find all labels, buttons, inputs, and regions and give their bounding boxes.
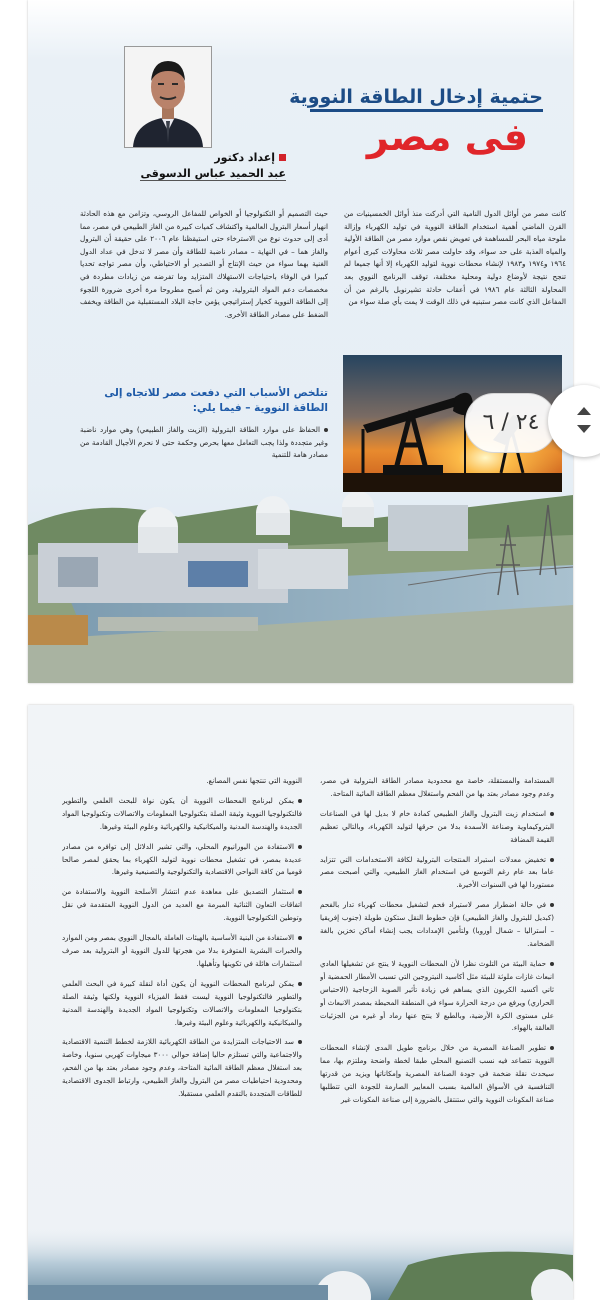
list-item [320, 808, 554, 847]
bullet-icon [550, 858, 554, 862]
list-item [62, 1036, 302, 1101]
list-item-text: يمكن لبرنامج المحطات النووية أن يكون نواة للبحث العلمي والتطوير فالتكنولوجيا النووية وثيقة الصلة بتكنولوجيا المعلومات والاتصالات وتكنولوجيا المواد الجديدة والهندسة المدنية والميكانيكية والكهربائية وعلوم البيئة وغيرها. [62, 795, 302, 831]
list-item-text: سد الاحتياجات المتزايدة من الطاقة الكهربائية اللازمة لخطط التنمية الاقتصادية والاجتماعية والتي تستلزم حاليا إضافة حوالي ٣٠٠٠ ميجاوات كهربي سنويا، وخاصة بعد استغلال معظم الطاقة المائية المتاحة، وعدم وجود مصادر بعتد بها من الفحم، ومحدودية احتياطيات مصر من البترول والغاز الطبيعي، وارتباط الجدوى الاقتصادية للطاقات المتجددة بالتقدم العلمي مستقبلا. [62, 1037, 302, 1099]
page2-right-column [320, 775, 554, 1220]
nuclear-plant-photo [28, 465, 573, 683]
bullet-icon [550, 962, 554, 966]
author-byline [116, 150, 286, 182]
magazine-page-1 [28, 0, 573, 683]
list-item [62, 795, 302, 834]
list-item [62, 886, 302, 925]
magazine-page-2 [28, 705, 573, 1300]
bullet-icon [298, 799, 302, 803]
list-item-text: استثمار التصديق على معاهدة عدم انتشار الأسلحة النووية والاستفادة من اتفاقات التعاون الثنائية المبرمة مع العديد من الدول النووية المتقدمة في نقل وتوطين التكنولوجيا النووية. [62, 887, 302, 923]
arrow-up-icon[interactable] [577, 407, 591, 415]
bullet-icon [550, 903, 554, 907]
intro-text: كانت مصر من أوائل الدول النامية التي أدركت منذ أوائل الخمسينيات من القرن الماضي أهمية استخدام الطاقة النووية في توليد الكهرباء وإزالة ملوحة مياه البحر للمساهمة في تعويض نقص موارد مصر من الطاقة الأولية والمياه العذبة على حد سواء، وقد حاولت مصر ثلاث محاولات كبرى أعوام ١٩٦٤ و١٩٧٤ و١٩٨٣ لإنشاء محطات نووية لتوليد الكهرباء إلا أنها جميعا لم تنجح نتيجة لأوضاع دولية ومحلية مختلفة، توقف البرنامج النووي بعد المحاولة الثالثة عام ١٩٨٦ في أعقاب حادثة تشيرنوبل بالرغم من أن المفاعل الذي كانت مصر ستبنيه في ذلك الوقت لا يمت بأي صلة سواء من [344, 209, 566, 307]
title-divider [310, 109, 543, 112]
list-item-text: حماية البيئة من التلوث نظرا لأن المحطات النووية لا ينتج عن تشغيلها العادي انبعاث غازات ملوثة للبيئة مثل أكاسيد النيتروجين التي تسبب الأمطار الحمضية أو ثاني أكسيد الكربون الذي يساهم في زيادة تأثير الصوبة الزجاجية (الاحتباس الحراري) ويرفع من درجة الحرارة سواء في المنطقة المحيطة بمصدر الانبعاث أو على مستوى الكرة الأرضية، وبالطبع لا ينتج عنها رماد أو غيره من الجزئيات العالقة بالهواء. [320, 958, 554, 1033]
nuclear-plant-strip-photo [28, 1225, 573, 1300]
byline-label: إعداد دكتور [214, 151, 275, 164]
author-photo [124, 46, 212, 148]
byline-marker-icon [279, 154, 286, 161]
list-item [62, 932, 302, 971]
bullet-icon [298, 982, 302, 986]
intro-paragraph [344, 208, 566, 350]
list-item: النووية التي تنتجها نفس المصانع. [206, 776, 302, 785]
list-item [320, 958, 554, 1035]
list-item [320, 1042, 554, 1107]
list-item-text: الاستفادة من اليورانيوم المحلي، والتي تشير الدلائل إلى توافره من مصادر عديدة بمصر، في تشغيل محطات نووية لتوليد الكهرباء بما يحقق لمصر صالحا قوميا من كافة النواحي الاقتصادية والتكنولوجية والتصنيعية وغيرها. [62, 841, 302, 877]
list-item: المستدامة والمستقلة، خاصة مع محدودية مصادر الطاقة البترولية في مصر، وعدم وجود مصادر بعتد بها من الفحم واستغلال معظم الطاقة المائية المتاحة. [320, 776, 554, 798]
bullet-icon [324, 428, 328, 432]
reason-bullet-1 [80, 424, 328, 462]
continued-text: حيث التصميم أو التكنولوجيا أو الخواص للمفاعل الروسي، وتزامن مع هذه الحادثة انهيار أسعار البترول العالمية واكتشاف كميات كبيرة من الغاز الطبيعي في مصر، مما أدى إلى حدوث نوع من الاسترخاء حتى استيقظنا عام ٢٠٠٦ على حقيقة أن البترول والغاز هما – في النهاية – مصادر ناضبة للطاقة وأن مصر لا تدخل في عداد الدول الغنية بهما سواء من حيث الإنتاج أو التصدير أو الاحتياطي، وأن مصر تواجه تحديا كبيرا في الوفاء باحتياجات الاستهلاك المتزايد وما تفرضه من زيادات مطردة في مخصصات دعم المواد البترولية، ومن ثم أصبح مطروحا مرة أخرى ضرورة اللجوء إلى الطاقة النووية كخيار إستراتيجي يؤمن حاجة البلاد المستقبلية من الطاقة ويخفف الضغط على مصادر الطاقة الأخرى. [80, 209, 328, 319]
article-title-line1: حتمية إدخال الطاقة النووية [289, 86, 543, 108]
author-name: عبد الحميد عباس الدسوقى [140, 167, 286, 180]
list-item [62, 978, 302, 1030]
list-item-text: الاستفادة من البنية الأساسية بالهيئات العاملة بالمجال النووي بمصر ومن الموارد والخبرات البشرية المتوفرة بدلا من هجرتها للدول النووية أو البترولية بعد صرف استثمارات هائلة في تكوينها وتأهيلها. [62, 933, 302, 968]
list-item-text: استخدام زيت البترول والغاز الطبيعي كمادة خام لا بديل لها في الصناعات البتروكيماوية وصناعة الأسمدة بدلا من حرقها لتوليد الكهرباء، وبالتالي تعظيم القيمة المضافة [320, 808, 554, 844]
bullet-icon [550, 812, 554, 816]
bullet-icon [550, 1046, 554, 1050]
list-item-text: تخفيض معدلات استيراد المنتجات البترولية لكافة الاستخدامات التي تتزايد عاما بعد عام رغم التوسع في استخدام الغاز الطبيعي، والتي أصبحت مصر مستوردا لها في السنوات الأخيرة. [320, 854, 554, 890]
reason-bullet-1-text: الحفاظ على موارد الطاقة البترولية (الزيت والغاز الطبيعي) وهي موارد ناضبة وغير متجددة ولذا يجب التعامل معها بحرص وحكمة حتى لا نحرم الأجيال القادمة من مصادر هامة للتنمية [80, 425, 328, 460]
bullet-icon [298, 936, 302, 940]
article-title-line2: فى مصر [366, 115, 528, 159]
page-indicator: ٢٤ / ٦ [465, 393, 557, 453]
list-item-text: تطوير الصناعة المصرية من خلال برنامج طويل المدى لإنشاء المحطات النووية تتصاعد فيه نسب التصنيع المحلي طبقا لخطة واضحة وملتزم بها، مما سيحدث نقلة ضخمة في جودة الصناعة المصرية وإمكاناتها ويزيد من قدرتها التنافسية في الأسواق العالمية بسبب المعايير الصارمة للجودة التي تتطلبها صناعة المكونات النووية والتي ستنتقل بالضرورة إلى صناعة المكونات غير [320, 1043, 554, 1104]
list-item [320, 899, 554, 951]
bullet-icon [298, 1040, 302, 1044]
list-item [62, 841, 302, 880]
arrow-down-icon[interactable] [577, 425, 591, 433]
list-item-text: يمكن لبرنامج المحطات النووية أن يكون أداة لنقلة كبيرة في البحث العلمي والتطوير فالتكنولوجيا النووية ليست فقط الفيزياء النووية ولكنها وثيقة الصلة بتكنولوجيا المعلومات والاتصالات وتكنولوجيا المواد الجديدة والهندسة المدنية والميكانيكية والكهربائية وعلوم البيئة وغيرها. [62, 978, 302, 1027]
continued-paragraph [80, 208, 328, 384]
page2-left-column [62, 775, 302, 1220]
bullet-icon [298, 890, 302, 894]
reasons-subheading: تتلخص الأسباب التي دفعت مصر للاتجاه إلى الطاقة النووية – فيما يلي: [104, 387, 328, 414]
bullet-icon [298, 845, 302, 849]
list-item-text: في حالة اضطرار مصر لاستيراد فحم لتشغيل محطات كهرباء تدار بالفحم (كبديل للبترول والغاز الطبيعي) فإن خطوط النقل ستكون طويلة (جنوب إفريقيا – أستراليا – شمال أوروبا) ولتأمين الإمدادات يجب إنشاء أماكن تخزين بالغة الضخامة. [320, 900, 554, 948]
list-item [320, 854, 554, 893]
